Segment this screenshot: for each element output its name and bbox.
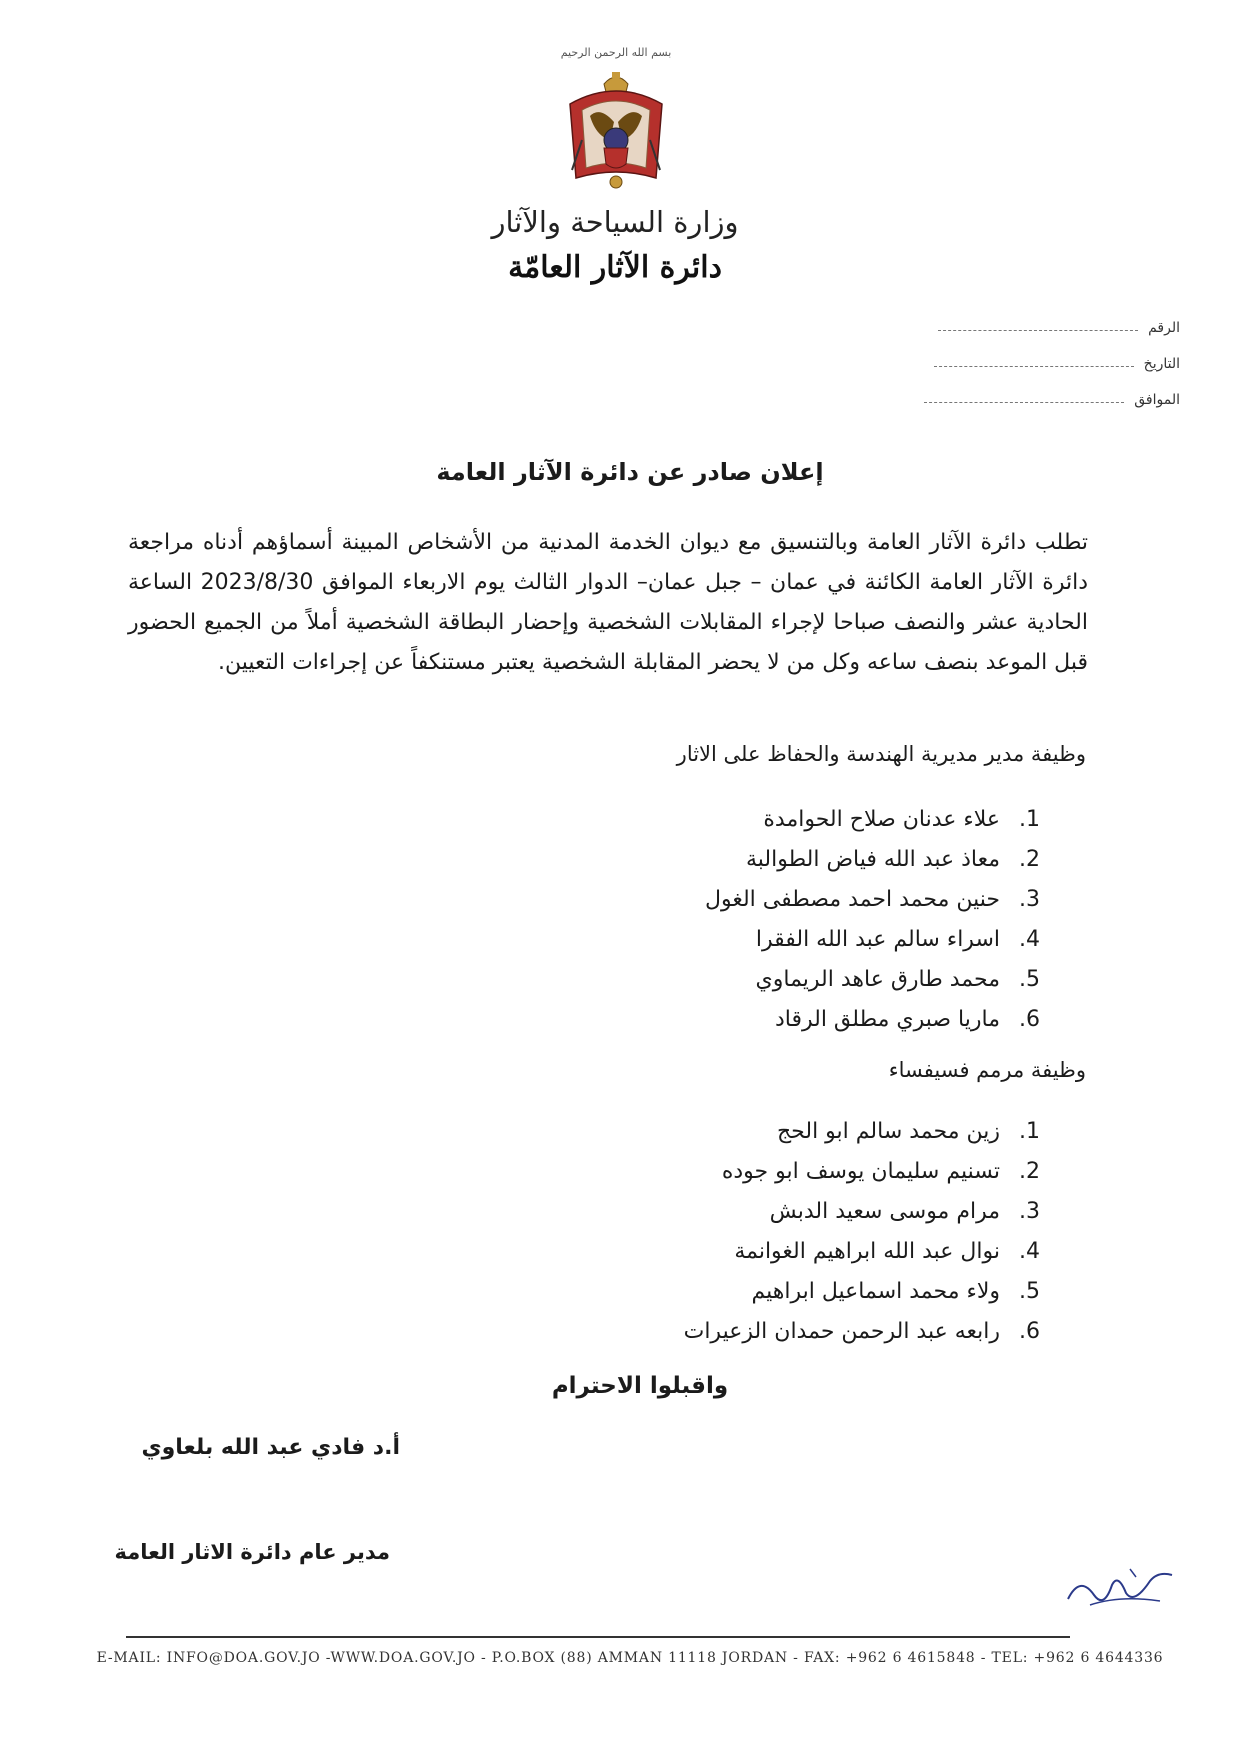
- candidate-name: نوال عبد الله ابراهيم الغوانمة: [734, 1239, 1000, 1264]
- reference-corresponding-field: [900, 388, 1180, 412]
- closing-greeting: واقبلوا الاحترام: [551, 1373, 729, 1399]
- reference-date-label: التاريخ: [1143, 356, 1180, 372]
- list-item: [500, 1000, 1040, 1040]
- list-item: [500, 800, 1040, 840]
- list-item-number: 4.: [1019, 927, 1040, 952]
- list-item: [500, 1112, 1040, 1152]
- list-item-number: 2.: [1019, 847, 1040, 872]
- list-item-number: 1.: [1019, 807, 1040, 832]
- ministry-name: وزارة السياحة والآثار: [491, 205, 739, 239]
- candidate-name: علاء عدنان صلاح الحوامدة: [763, 807, 1000, 832]
- footer-divider: [126, 1636, 1070, 1638]
- list-item: [500, 1192, 1040, 1232]
- job-title-engineering-director: وظيفة مدير مديرية الهندسة والحفاظ على الاثار: [676, 742, 1086, 766]
- candidate-name: زين محمد سالم ابو الحج: [776, 1119, 1000, 1144]
- reference-corresponding-dotted-line: [924, 402, 1124, 403]
- list-item: [500, 840, 1040, 880]
- list-item-number: 6.: [1019, 1319, 1040, 1344]
- announcement-body: تطلب دائرة الآثار العامة وبالتنسيق مع ديوان الخدمة المدنية من الأشخاص المبينة أسماؤهم أدناه مراجعة دائرة الآثار العامة الكائنة في عمان – جبل عمان– الدوار الثالث يوم الاربعاء الموافق 2023/8/30 الساعة الحادية عشر والنصف صباحا لإجراء المقابلات الشخصية وإحضار البطاقة الشخصية أملاً من الجميع الحضور قبل الموعد بنصف ساعه وكل من لا يحضر المقابلة الشخصية يعتبر مستنكفاً عن إجراءات التعيين.: [128, 530, 1088, 675]
- basmala-text: بسم الله الرحمن الرحيم: [560, 46, 672, 59]
- jordan-coat-of-arms-icon: [560, 70, 672, 192]
- list-item-number: 3.: [1019, 887, 1040, 912]
- list-item: [500, 1312, 1040, 1352]
- reference-number-field: [900, 316, 1180, 340]
- candidate-name: ولاء محمد اسماعيل ابراهيم: [751, 1279, 1000, 1304]
- candidate-name: رابعه عبد الرحمن حمدان الزعيرات: [683, 1319, 1000, 1344]
- handwritten-signature-icon: [1060, 1555, 1180, 1615]
- reference-number-dotted-line: [938, 330, 1138, 331]
- reference-corresponding-label: الموافق: [1134, 392, 1180, 408]
- candidate-name: محمد طارق عاهد الريماوي: [755, 967, 1000, 992]
- list-item-number: 5.: [1019, 1279, 1040, 1304]
- candidate-name: تسنيم سليمان يوسف ابو جوده: [721, 1159, 1000, 1184]
- footer-contact-info: E-MAIL: INFO@DOA.GOV.JO -WWW.DOA.GOV.JO - P.O.BOX (88) AMMAN 11118 JORDAN - FAX: +962 6 4615848 - TEL: +962 6 4644336: [96, 1650, 1164, 1666]
- signatory-name: أ.د فادي عبد الله بلعاوي: [141, 1435, 400, 1460]
- list-item-number: 2.: [1019, 1159, 1040, 1184]
- reference-date-dotted-line: [934, 366, 1134, 367]
- list-item-number: 4.: [1019, 1239, 1040, 1264]
- signatory-title: مدير عام دائرة الاثار العامة: [114, 1540, 390, 1564]
- list-item: [500, 1272, 1040, 1312]
- list-item-number: 3.: [1019, 1199, 1040, 1224]
- list-item-number: 1.: [1019, 1119, 1040, 1144]
- job-title-mosaic-restorer: وظيفة مرمم فسيفساء: [888, 1058, 1086, 1082]
- candidate-name: اسراء سالم عبد الله الفقرا: [755, 927, 1000, 952]
- reference-number-label: الرقم: [1148, 320, 1180, 336]
- list-item: [500, 920, 1040, 960]
- list-item-number: 6.: [1019, 1007, 1040, 1032]
- list-item: [500, 960, 1040, 1000]
- list-item: [500, 1152, 1040, 1192]
- candidate-name: معاذ عبد الله فياض الطوالبة: [745, 847, 1000, 872]
- department-name: دائرة الآثار العامّة: [508, 250, 722, 285]
- candidates-list-engineering-director: [500, 800, 1040, 1040]
- candidates-list-mosaic-restorer: [500, 1112, 1040, 1352]
- list-item: [500, 1232, 1040, 1272]
- list-item: [500, 880, 1040, 920]
- candidate-name: حنين محمد احمد مصطفى الغول: [705, 887, 1000, 912]
- reference-date-field: [900, 352, 1180, 376]
- announcement-title: إعلان صادر عن دائرة الآثار العامة: [436, 458, 824, 486]
- list-item-number: 5.: [1019, 967, 1040, 992]
- candidate-name: مرام موسى سعيد الدبش: [769, 1199, 1000, 1224]
- candidate-name: ماريا صبري مطلق الرقاد: [774, 1007, 1000, 1032]
